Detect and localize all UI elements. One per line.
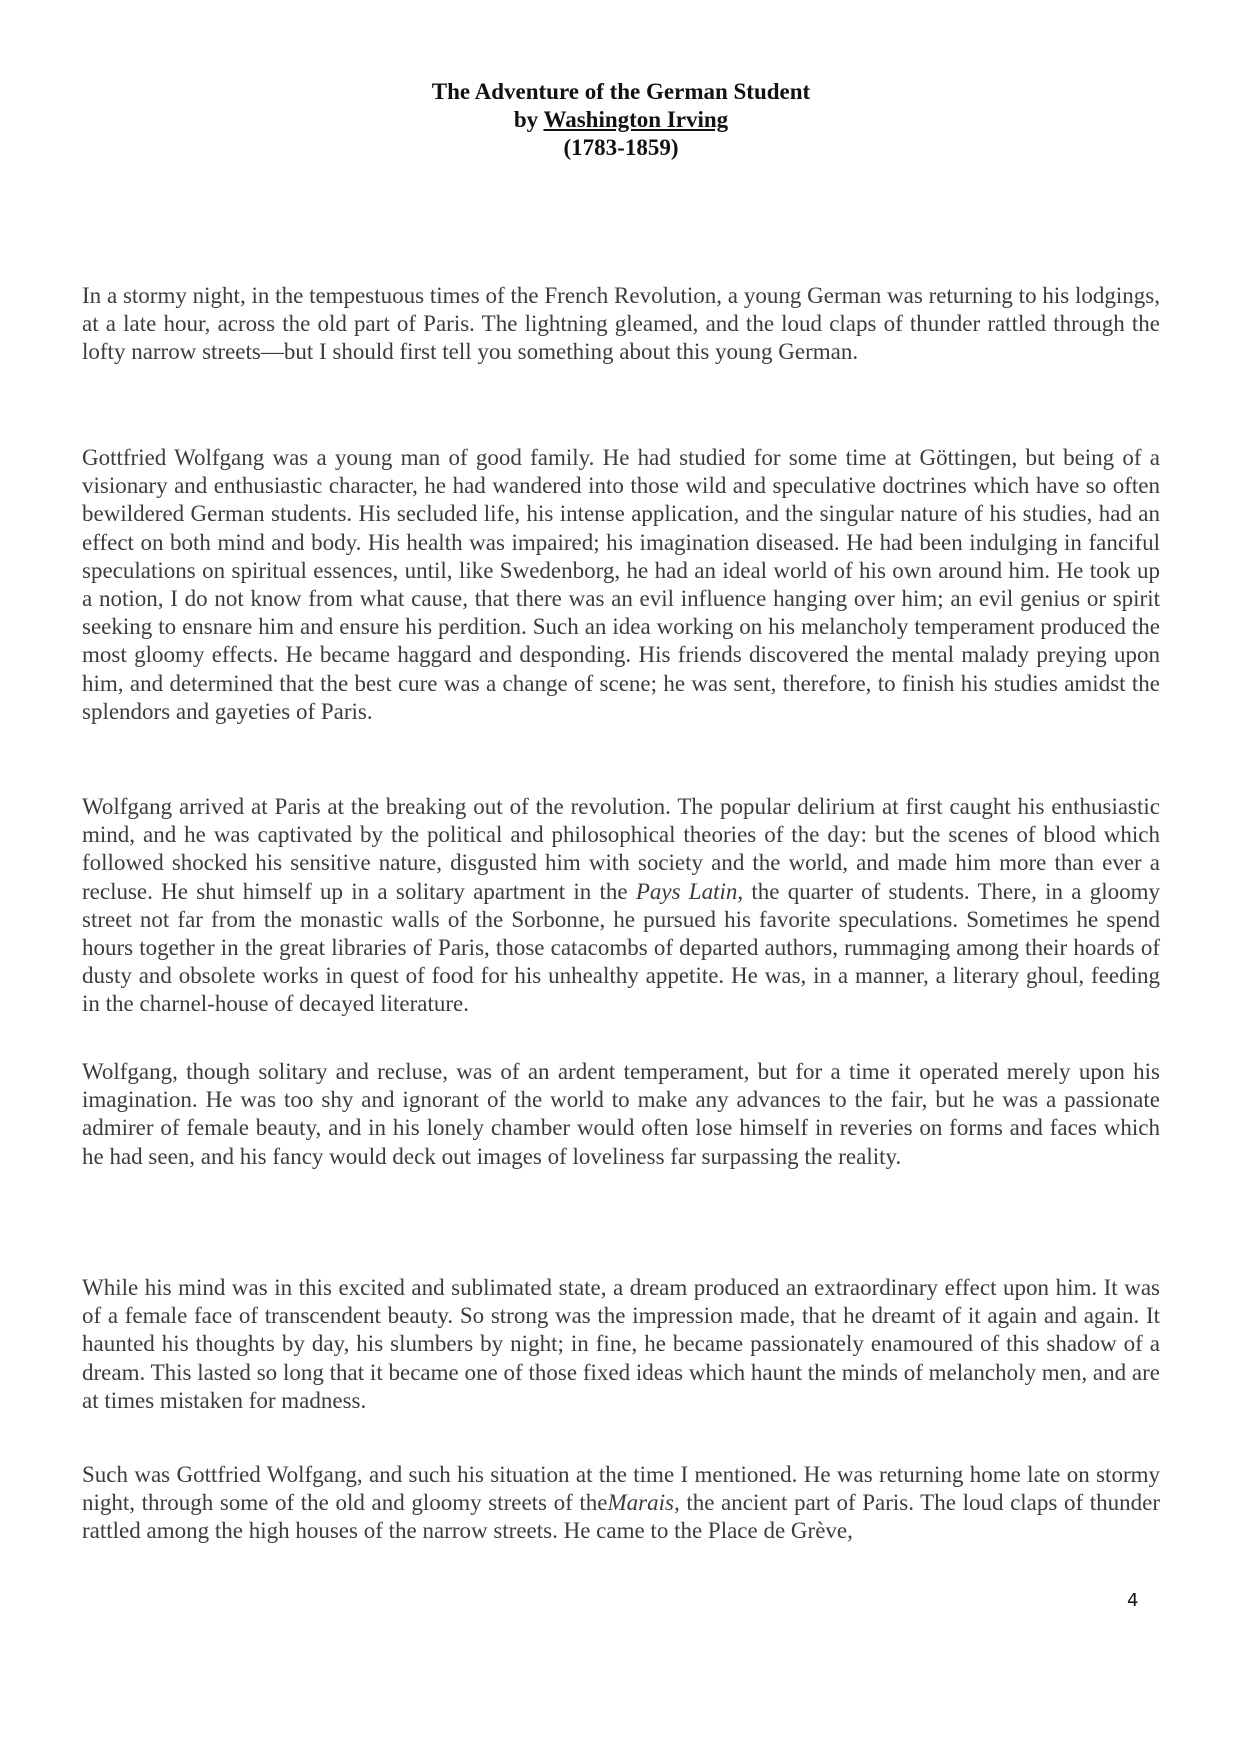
paragraph-5: While his mind was in this excited and sublimated state, a dream produced an extraordinary effect upon him. It was of a female face of transcendent beauty. So strong was the impression made, that he dreamt of it again and again. It haunted his thoughts by day, his slumbers by night; in fine, he became passionately enamoured of this shadow of a dream. This lasted so long that it became one of those fixed ideas which haunt the minds of melancholy men, and are at times mistaken for madness.: [82, 1275, 1160, 1413]
paragraph-3: [82, 793, 1160, 1019]
pays-latin-italic: Pays Latin,: [635, 878, 744, 904]
page-number: 4: [1127, 1590, 1139, 1611]
paragraph-3-text-end: the quarter of students. There, in a gloomy street not far from the monastic walls of the Sorbonne, he pursued his favorite speculations. Sometimes he spend hours together in the great libraries of Paris, those catacombs of departed authors, rummaging among their hoards of dusty and obsolete works in quest of food for his unhealthy appetite. He was, in a manner, a literary ghoul, feeding in the charnel-house of decayed literature.: [82, 878, 1160, 1017]
paragraph-6-text-end: the ancient part of Paris. The loud claps of thunder rattled among the high houses of the narrow streets. He came to the Place de Grève,: [82, 1490, 1160, 1544]
document-heading: [0, 78, 1242, 162]
story-title: The Adventure of the German Student: [431, 79, 811, 104]
byline-prefix: by: [513, 107, 539, 132]
marais-italic: Marais,: [607, 1490, 680, 1516]
paragraph-1: In a stormy night, in the tempestuous times of the French Revolution, a young German was returning to his lodgings, at a late hour, across the old part of Paris. The lightning gleamed, and the loud claps of thunder rattled through the lofty narrow streets—but I should first tell you something about this young German.: [82, 283, 1160, 365]
paragraph-6-text-start: Such was Gottfried Wolfgang, and such his situation at the time I mentioned. He was returning home late on stormy night, through some of the old and gloomy streets of the: [82, 1462, 1160, 1516]
byline: [0, 106, 1242, 134]
author-dates: (1783-1859): [563, 135, 679, 160]
paragraph-6: [82, 1461, 1160, 1546]
author-link[interactable]: Washington Irving: [543, 107, 729, 132]
paragraph-3-text-start: Wolfgang arrived at Paris at the breaking out of the revolution. The popular delirium at first caught his enthusiastic mind, and he was captivated by the political and philosophical theories of the day: but the scenes of blood which followed shocked his sensitive nature, disgusted him with society and the world, and made him more than ever a recluse. He shut himself up in a solitary apartment in the: [82, 794, 1160, 904]
paragraph-4: Wolfgang, though solitary and recluse, was of an ardent temperament, but for a time it operated merely upon his imagination. He was too shy and ignorant of the world to make any advances to the fair, but he was a passionate admirer of female beauty, and in his lonely chamber would often lose himself in reveries on forms and faces which he had seen, and his fancy would deck out images of loveliness far surpassing the reality.: [82, 1059, 1160, 1169]
paragraph-2: Gottfried Wolfgang was a young man of good family. He had studied for some time at Göttingen, but being of a visionary and enthusiastic character, he had wandered into those wild and speculative doctrines which have so often bewildered German students. His secluded life, his intense application, and the singular nature of his studies, had an effect on both mind and body. His health was impaired; his imagination diseased. He had been indulging in fanciful speculations on spiritual essences, until, like Swedenborg, he had an ideal world of his own around him. He took up a notion, I do not know from what cause, that there was an evil influence hanging over him; an evil genius or spirit seeking to ensnare him and ensure his perdition. Such an idea working on his melancholy temperament produced the most gloomy effects. He became haggard and desponding. His friends discovered the mental malady preying upon him, and determined that the best cure was a change of scene; he was sent, therefore, to finish his studies amidst the splendors and gayeties of Paris.: [82, 445, 1160, 724]
